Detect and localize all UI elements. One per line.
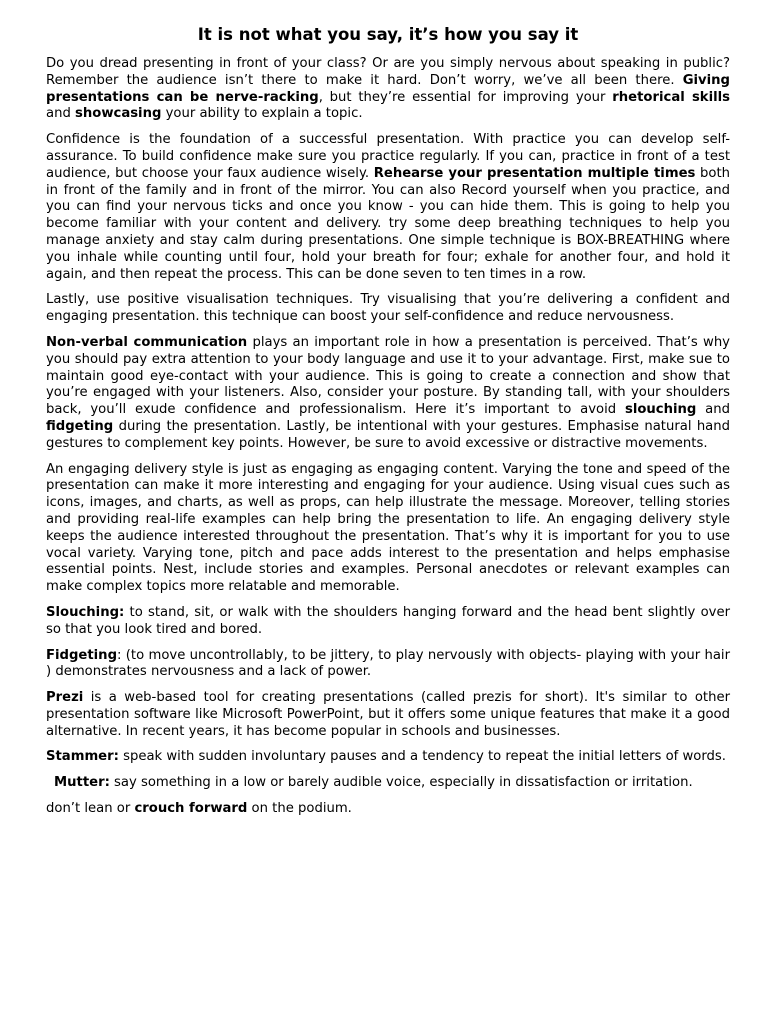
definition-slouching: Slouching: to stand, sit, or walk with the shoulders hanging forward and the head bent slightly over so that you look tired and bored. — [46, 604, 730, 637]
paragraph-visualisation: Lastly, use positive visualisation techniques. Try visualising that you’re delivering a confident and engaging presentation. this technique can boost your self-confidence and reduce nervousness. — [46, 292, 730, 325]
paragraph-delivery-style: An engaging delivery style is just as engaging as engaging content. Varying the tone and speed of the presentation can make it more interesting and engaging for your audience. Using visual cues such as icons, images, and charts, as well as props, can help illustrate the message. Moreover, telling stories and providing real-life examples can help bring the presentation to life. An engaging delivery style keeps the audience interested throughout the presentation. That’s why it is important for you to use vocal variety. Varying tone, pitch and pace adds interest to the presentation and helps emphasise essential points. Nest, include stories and examples. Personal anecdotes or relevant examples can make complex topics more relatable and memorable. — [46, 461, 730, 595]
paragraph-intro: Do you dread presenting in front of your class? Or are you simply nervous about speaking in public? Remember the audience isn’t there to make it hard. Don’t worry, we’ve all been there. Giving presentations can be nerve-racking, but they’re essential for improving your rhetorical skills and showcasing your ability to explain a topic. — [46, 56, 730, 122]
paragraph-confidence: Confidence is the foundation of a successful presentation. With practice you can develop self-assurance. To build confidence make sure you practice regularly. If you can, practice in front of a test audience, but choose your faux audience wisely. Rehearse your presentation multiple times both in front of the family and in front of the mirror. You can also Record yourself when you practice, and you can find your nervous ticks and once you know - you can hide them. This is going to help you become familiar with your content and delivery. try some deep breathing techniques to help you manage anxiety and stay calm during presentations. One simple technique is BOX-BREATHING where you inhale while counting until four, hold your breath for four; exhale for another four, and hold it again, and then repeat the process. This can be done seven to ten times in a row. — [46, 132, 730, 282]
paragraph-non-verbal: Non-verbal communication plays an important role in how a presentation is perceived. That’s why you should pay extra attention to your body language and use it to your advantage. First, make sue to maintain good eye-contact with your audience. This is going to create a connection and show that you’re engaged with your listeners. Also, consider your posture. By standing tall, with your shoulders back, you’ll exude confidence and professionalism. Here it’s important to avoid slouching and fidgeting during the presentation. Lastly, be intentional with your gestures. Emphasise natural hand gestures to complement key points. However, be sure to avoid excessive or distractive movements. — [46, 334, 730, 451]
definition-mutter: Mutter: say something in a low or barely audible voice, especially in dissatisfaction or irritation. — [54, 775, 693, 791]
page-title: It is not what you say, it’s how you say it — [197, 25, 579, 44]
definition-stammer: Stammer: speak with sudden involuntary pauses and a tendency to repeat the initial letters of words. — [46, 749, 726, 765]
definition-fidgeting: Fidgeting: (to move uncontrollably, to be jittery, to play nervously with objects- playing with your hair ) demonstrates nervousness and a lack of power. — [46, 647, 730, 680]
definition-prezi: Prezi is a web-based tool for creating presentations (called prezis for short). It's similar to other presentation software like Microsoft PowerPoint, but it offers some unique features that make it a good alternative. In recent years, it has become popular in schools and businesses. — [46, 690, 730, 739]
paragraph-podium-tip: don’t lean or crouch forward on the podium. — [46, 801, 352, 817]
